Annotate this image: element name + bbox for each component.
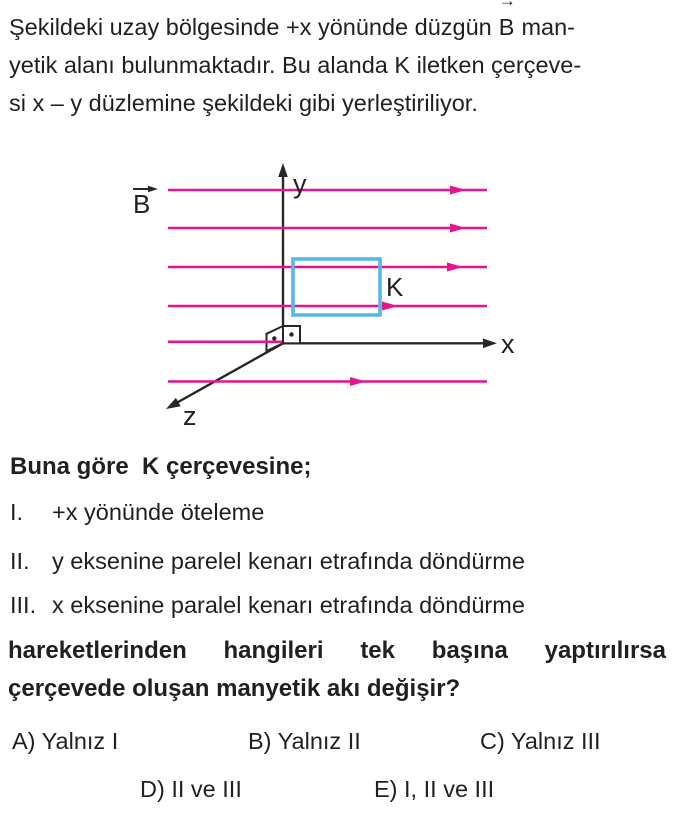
- option-e: E) I, II ve III: [374, 776, 495, 802]
- intro-line-3: si x – y düzlemine şekildeki gibi yerleştiriliyor.: [9, 90, 478, 117]
- b-vector: [498, 0, 515, 46]
- options-row-2: [0, 776, 673, 804]
- closing-line-2: çerçevede oluşan manyetik akı değişir?: [8, 675, 461, 702]
- item-3-numeral: III.: [10, 592, 37, 618]
- closing-line-1: hareketlerinden hangileri tek başına yaptırılırsa: [8, 637, 666, 664]
- b-label-text: B: [133, 189, 151, 219]
- field-diagram: [0, 152, 560, 442]
- option-c: C) Yalnız III: [480, 728, 601, 754]
- list-item-2: [10, 548, 665, 575]
- y-axis-arrow-icon: [278, 163, 288, 177]
- z-axis-label: z: [183, 401, 197, 431]
- list-item-1: [10, 499, 665, 526]
- item-1-text: +x yönünde öteleme: [52, 499, 265, 525]
- axes: [171, 174, 486, 406]
- field-line-arrowheads: [350, 186, 466, 387]
- option-b: B) Yalnız II: [248, 728, 361, 754]
- item-1-numeral: I.: [10, 499, 24, 525]
- intro-line-1: [9, 0, 667, 46]
- item-3-text: x eksenine paralel kenarı etrafında döndürme: [52, 592, 525, 618]
- x-axis-label: x: [501, 329, 515, 359]
- option-a: A) Yalnız I: [12, 728, 119, 754]
- field-arrow-2-icon: [450, 224, 466, 233]
- field-arrow-4-icon: [382, 302, 398, 311]
- vector-arrow-icon: →: [498, 0, 515, 10]
- prompt-heading: Buna göre K çerçevesine;: [10, 453, 312, 480]
- origin-dot-right: [289, 332, 293, 336]
- item-2-text: y eksenine parelel kenarı etrafında döndürme: [52, 548, 525, 574]
- list-item-3: [10, 592, 665, 619]
- intro-line1-cont: man-: [521, 14, 575, 40]
- y-axis-label: y: [293, 169, 307, 199]
- options-row-1: [0, 728, 673, 756]
- z-axis: [171, 343, 283, 406]
- axis-arrowheads: [166, 163, 497, 409]
- question-intro: [9, 0, 667, 123]
- field-arrow-1-icon: [450, 186, 466, 195]
- frame-k-label: K: [386, 272, 404, 302]
- option-d: D) II ve III: [140, 776, 242, 802]
- item-2-numeral: II.: [10, 548, 30, 574]
- intro-line1-text: Şekildeki uzay bölgesinde +x yönünde düzgün: [9, 14, 492, 40]
- b-field-label: [133, 186, 158, 219]
- intro-line-2: yetik alanı bulunmaktadır. Bu alanda K iletken çerçeve-: [9, 52, 582, 79]
- origin-markers: [267, 326, 301, 351]
- x-axis-arrow-icon: [483, 339, 497, 349]
- field-arrow-6-icon: [350, 377, 366, 386]
- field-lines: [168, 190, 487, 382]
- b-symbol: B: [498, 14, 515, 40]
- origin-dot-left: [272, 336, 276, 340]
- z-axis-arrow-icon: [166, 398, 181, 409]
- field-arrow-3-icon: [447, 263, 463, 272]
